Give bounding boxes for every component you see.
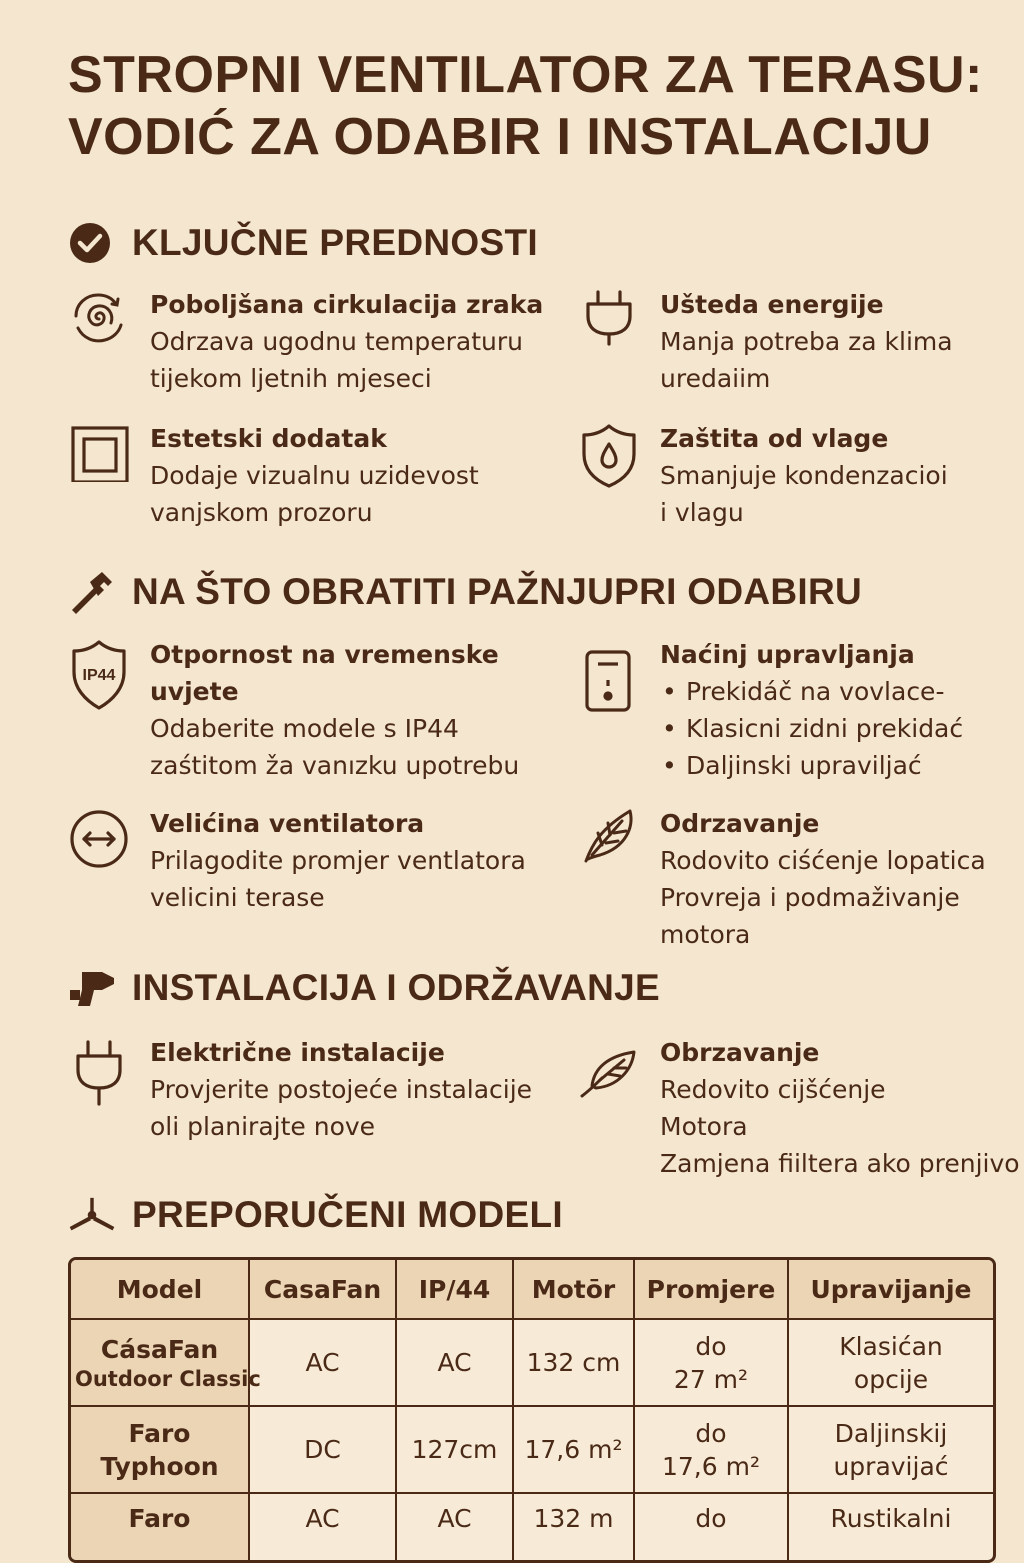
- table-cell: AC: [396, 1493, 513, 1563]
- advantage-title: Poboljšana cirkulacija zraka: [150, 290, 544, 319]
- section-heading-installation-text: INSTALACIJA I ODRŽAVANJE: [132, 967, 660, 1008]
- column-header: CasaFan: [249, 1260, 396, 1319]
- selection-item-size: [68, 805, 526, 916]
- airflow-swirl-icon: [68, 286, 130, 348]
- cell-line: do: [695, 1331, 727, 1361]
- advantage-item-energy: [578, 286, 953, 397]
- advantage-desc-line: vanjskom prozoru: [150, 498, 373, 527]
- advantage-desc-line: i vlagu: [660, 498, 744, 527]
- table-row: [71, 1493, 993, 1563]
- feather-icon: [578, 1034, 640, 1096]
- advantage-item-circulation: [68, 286, 543, 397]
- table-cell: [788, 1406, 993, 1493]
- hammer-icon: [68, 570, 116, 614]
- model-name: Faro: [128, 1418, 191, 1448]
- advantage-item-moisture: [578, 420, 948, 531]
- remote-control-icon: [578, 636, 640, 698]
- page-title: [68, 44, 1008, 168]
- ip44-badge-text: IP44: [82, 667, 116, 684]
- section-heading-advantages-text: KLJUČNE PREDNOSTI: [132, 222, 538, 263]
- model-variant: Outdoor Classic: [75, 1367, 261, 1391]
- drill-icon: [68, 966, 116, 1010]
- installation-title: Električne instalacije: [150, 1038, 445, 1067]
- selection-title: Odrzavanje: [660, 809, 820, 838]
- table-cell: AC: [249, 1493, 396, 1563]
- selection-title: Velićina ventilatora: [150, 809, 425, 838]
- advantage-title: Estetski dodatak: [150, 424, 387, 453]
- table-cell: [634, 1406, 788, 1493]
- column-header: Upravijanje: [788, 1260, 993, 1319]
- table-cell: 132 cm: [513, 1319, 634, 1406]
- cell-line: 17,6 m²: [662, 1451, 760, 1481]
- table-cell: 132 m: [513, 1493, 634, 1563]
- installation-title: Obrzavanje: [660, 1038, 820, 1067]
- column-header: Promjere: [634, 1260, 788, 1319]
- selection-desc-line: Prilagodite promjer ventlatora: [150, 846, 526, 875]
- page-title-line-1: STROPNI VENTILATOR ZA TERASU:: [68, 46, 983, 104]
- model-cell: [71, 1493, 249, 1563]
- advantage-desc-line: Dodaje vizualnu uzidevost: [150, 461, 479, 490]
- selection-item-weather: [68, 636, 519, 784]
- plug-icon: [578, 286, 640, 348]
- models-table: [68, 1257, 996, 1563]
- cell-line: Daljinskij: [834, 1418, 948, 1448]
- page-title-line-2: VODIĆ ZA ODABIR I INSTALACIJU: [68, 108, 932, 166]
- list-item: • Klasicni zidni prekidać: [660, 710, 963, 747]
- section-heading-advantages: [68, 218, 538, 268]
- advantage-desc-line: Odrzava ugodnu temperaturu: [150, 327, 523, 356]
- plug-icon: [68, 1034, 130, 1096]
- model-cell: [71, 1406, 249, 1493]
- model-cell: [71, 1319, 261, 1406]
- selection-title: Naćinj upravljanja: [660, 640, 915, 669]
- shield-drop-icon: [578, 420, 640, 482]
- list-item: • Daljinski upraviljać: [660, 747, 963, 784]
- selection-title-line: Otpornost na vremenske: [150, 640, 499, 669]
- selection-item-control: [578, 636, 963, 784]
- model-name: Faro: [128, 1504, 191, 1533]
- column-header: IP/44: [396, 1260, 513, 1319]
- double-arrow-icon: [68, 805, 130, 867]
- model-variant: Typhoon: [100, 1451, 219, 1481]
- advantage-title: Ušteda energije: [660, 290, 884, 319]
- cell-line: upravijać: [833, 1451, 949, 1481]
- table-cell: AC: [249, 1319, 396, 1406]
- section-heading-selection-text: NA ŠTO OBRATITI PAŽNJUPRI ODABIRU: [132, 571, 863, 612]
- cell-line: opcije: [853, 1364, 929, 1394]
- installation-item-electrical: [68, 1034, 532, 1145]
- table-cell: 127cm: [396, 1406, 513, 1493]
- control-options-list: [660, 673, 963, 784]
- installation-desc-line: Motora: [660, 1112, 748, 1141]
- installation-desc-line: Redovito cijšćenje: [660, 1075, 886, 1104]
- column-header: Model: [71, 1260, 249, 1319]
- list-item: • Prekidáč na vovlace-: [660, 673, 963, 710]
- leaf-icon: [578, 805, 640, 867]
- table-row: [71, 1319, 993, 1406]
- installation-item-maintenance: [578, 1034, 1020, 1182]
- selection-title-line: uvjete: [150, 677, 239, 706]
- advantage-desc-line: tijekom ljetnih mjeseci: [150, 364, 432, 393]
- table-cell: [634, 1319, 788, 1406]
- ceiling-fan-icon: [68, 1193, 116, 1237]
- advantage-desc-line: Smanjuje kondenzacioi: [660, 461, 948, 490]
- check-circle-icon: [68, 221, 116, 265]
- advantage-title: Zaštita od vlage: [660, 424, 889, 453]
- section-heading-models-text: PREPORUČENI MODELI: [132, 1194, 563, 1235]
- advantage-desc-line: Manja potreba za klima: [660, 327, 953, 356]
- table-cell: DC: [249, 1406, 396, 1493]
- installation-desc-line: Provjerite postojeće instalacije: [150, 1075, 533, 1104]
- installation-desc-line: Zamjena fiiltera ako prenjivo: [660, 1149, 1020, 1178]
- selection-item-maintenance: [578, 805, 986, 953]
- section-heading-selection: [68, 567, 862, 617]
- window-frame-icon: [68, 420, 130, 482]
- selection-desc-line: Rodovito ciśćenje lopatica: [660, 846, 986, 875]
- cell-line: Klasićan: [839, 1331, 943, 1361]
- installation-desc-line: oli planirajte nove: [150, 1112, 376, 1141]
- table-row: [71, 1406, 993, 1493]
- selection-desc-line: Provreja i podmaživanje: [660, 883, 960, 912]
- selection-desc-line: velicini terase: [150, 883, 325, 912]
- column-header: Motōr: [513, 1260, 634, 1319]
- advantage-desc-line: uredaiim: [660, 364, 771, 393]
- selection-desc-line: motora: [660, 920, 751, 949]
- section-heading-models: [68, 1190, 563, 1240]
- table-cell: do: [634, 1493, 788, 1563]
- ip44-shield-icon: [68, 636, 130, 698]
- table-cell: 17,6 m²: [513, 1406, 634, 1493]
- cell-line: 27 m²: [673, 1364, 749, 1394]
- cell-line: do: [695, 1418, 727, 1448]
- model-name: CásaFan: [100, 1335, 219, 1364]
- table-cell: Rustikalni: [788, 1493, 993, 1563]
- table-header-row: [71, 1260, 993, 1319]
- table-cell: AC: [396, 1319, 513, 1406]
- selection-desc-line: Odaberite modele s IP44: [150, 714, 459, 743]
- advantage-item-aesthetic: [68, 420, 479, 531]
- table-cell: [788, 1319, 993, 1406]
- section-heading-installation: [68, 963, 660, 1013]
- selection-desc-line: zaśtitom ža vanızku upotrebu: [150, 751, 520, 780]
